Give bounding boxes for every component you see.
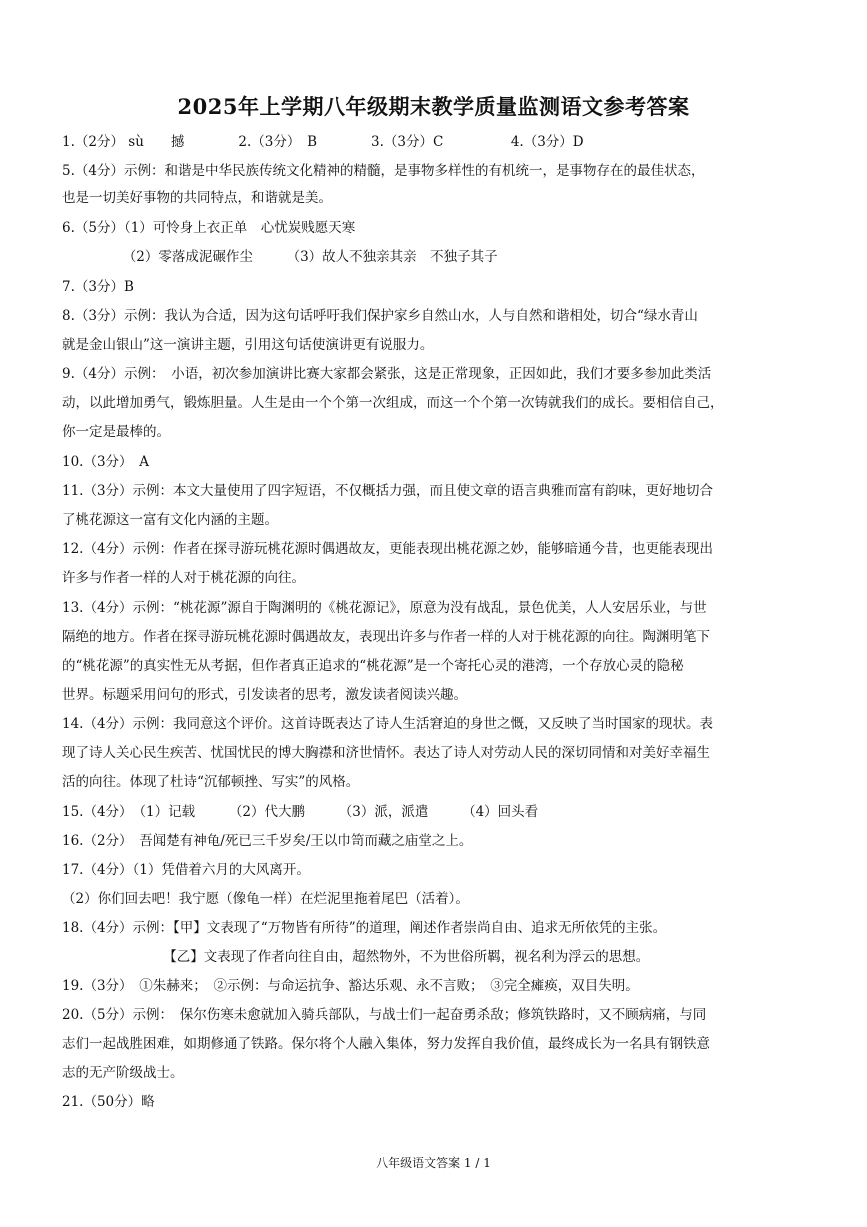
answer-line: 动，以此增加勇气，锻炼胆量。人生是由一个个第一次组成，而这一个个第一次铸就我们的成长。要相信自己， [62, 395, 724, 411]
answer-line: 10.（3分） A [62, 454, 150, 470]
answer-line: 15.（4分） （1）记载 （2）代大鹏 （3）派，派遣 （4）回头看 [62, 804, 539, 820]
answer-line: 隔绝的地方。作者在探寻游玩桃花源时偶遇故友，表现出许多与作者一样的人对于桃花源的向往。陶渊明笔下 [62, 629, 710, 645]
answer-line: 1.（2分） sù 撼 2.（3分） B 3.（3分）C 4.（3分）D [62, 134, 584, 150]
answer-line: 的“桃花源”的真实性无从考据，但作者真正追求的“桃花源”是一个寄托心灵的港湾，一个存放心灵的隐秘 [62, 658, 684, 674]
answer-line: 【乙】文表现了作者向往自由，超然物外，不为世俗所羁，视名利为浮云的思想。 [62, 949, 650, 965]
answer-line: 12.（4分）示例：作者在探寻游玩桃花源时偶遇故友，更能表现出桃花源之妙，能够暗通今昔，也更能表现出 [62, 541, 714, 557]
answer-line: （2）零落成泥碾作尘 （3）故人不独亲其亲 不独子其子 [62, 249, 498, 265]
answer-line: 世界。标题采用问句的形式，引发读者的思考，激发读者阅读兴趣。 [62, 687, 467, 703]
answer-line: 20.（5分）示例： 保尔伤寒未愈就加入骑兵部队，与战士们一起奋勇杀敌；修筑铁路时，又不顾病痛，与同 [62, 1007, 707, 1023]
answer-line: 也是一切美好事物的共同特点，和谐就是美。 [62, 190, 332, 206]
answer-line: 志的无产阶级战士。 [62, 1065, 184, 1081]
answer-line: 21.（50分）略 [62, 1094, 155, 1110]
answer-line: 19.（3分） ①朱赫来； ②示例：与命运抗争、豁达乐观、永不言败； ③完全瘫痪，双目失明。 [62, 978, 639, 994]
answer-line: 14.（4分）示例：我同意这个评价。这首诗既表达了诗人生活窘迫的身世之慨，又反映了当时国家的现状。表 [62, 716, 714, 732]
answer-line: （2）你们回去吧！我宁愿（像龟一样）在烂泥里拖着尾巴（活着）。 [62, 891, 469, 907]
answer-line: 11.（3分）示例：本文大量使用了四字短语，不仅概括力强，而且使文章的语言典雅而富有韵味，更好地切合 [62, 483, 714, 499]
page-title: 2025年上学期八年级期末教学质量监测语文参考答案 [177, 94, 690, 119]
answer-line: 18.（4分）示例：【甲】文表现了“万物皆有所待”的道理，阐述作者崇尚自由、追求无所依凭的主张。 [62, 920, 667, 936]
answer-line: 17.（4分）（1）凭借着六月的大风离开。 [62, 862, 310, 878]
answer-line: 7.（3分）B [62, 279, 134, 295]
page-footer: 八年级语文答案 1 / 1 [376, 1156, 491, 1170]
answer-line: 8.（3分）示例：我认为合适，因为这句话呼吁我们保护家乡自然山水，人与自然和谐相处，切合“绿水青山 [62, 308, 698, 324]
answer-line: 许多与作者一样的人对于桃花源的向往。 [62, 570, 305, 586]
answer-line: 16.（2分） 吾闻楚有神龟/死已三千岁矣/王以巾笥而藏之庙堂之上。 [62, 833, 473, 849]
answer-line: 志们一起战胜困难，如期修通了铁路。保尔将个人融入集体，努力发挥自我价值，最终成长为一名具有钢铁意 [62, 1036, 710, 1052]
answer-line: 9.（4分）示例： 小语，初次参加演讲比赛大家都会紧张，这是正常现象，正因如此，我们才要多参加此类活 [62, 366, 712, 382]
answer-line: 你一定是最棒的。 [62, 424, 170, 440]
answer-line: 6.（5分）（1）可怜身上衣正单 心忧炭贱愿天寒 [62, 220, 356, 236]
answer-line: 13.（4分）示例：“桃花源”源自于陶渊明的《桃花源记》，原意为没有战乱，景色优美，人人安居乐业，与世 [62, 600, 707, 616]
answer-line: 5.（4分）示例：和谐是中华民族传统文化精神的精髓，是事物多样性的有机统一，是事物存在的最佳状态， [62, 163, 705, 179]
answer-line: 了桃花源这一富有文化内涵的主题。 [62, 512, 278, 528]
answer-line: 现了诗人关心民生疾苦、忧国忧民的博大胸襟和济世情怀。表达了诗人对劳动人民的深切同情和对美好幸福生 [62, 745, 710, 761]
answer-line: 就是金山银山”这一演讲主题，引用这句话使演讲更有说服力。 [62, 337, 434, 353]
answer-line: 活的向往。体现了杜诗“沉郁顿挫、写实”的风格。 [62, 774, 360, 790]
